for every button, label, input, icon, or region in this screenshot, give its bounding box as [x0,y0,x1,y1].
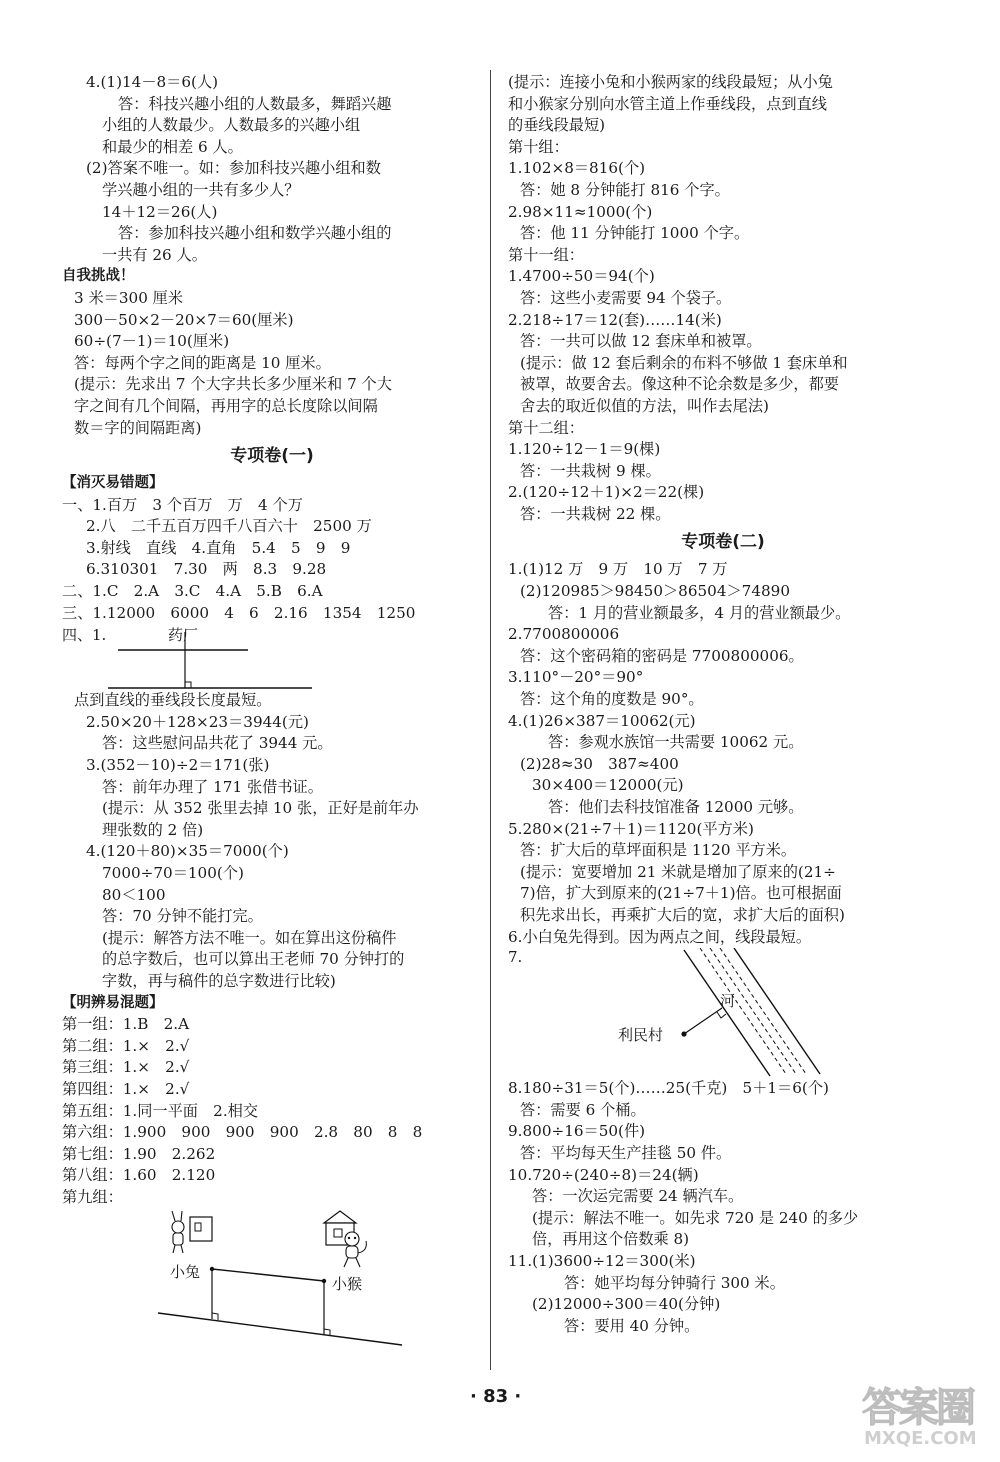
s2-tail-line: 答：平均每天生产挂毯 50 件。 [520,1143,732,1162]
q4-prefix: 四、1. [62,626,107,645]
challenge-line: 字之间有几个间隔，再用字的总长度除以间隔 [74,396,378,415]
s2-line: (提示：宽要增加 21 米就是增加了原来的(21÷ [520,862,836,881]
rabbit-house-icon [172,1211,212,1253]
hint-line: (提示：连接小兔和小猴两家的线段最短；从小兔 [508,73,833,91]
s2-line: 4.(1)26×387＝10062(元) [508,711,696,730]
group11-line: 答：这些小麦需要 94 个袋子。 [520,288,732,307]
challenge-line: 3 米＝300 厘米 [74,288,184,307]
s2-tail-line: 11.(1)3600÷12＝300(米) [508,1251,696,1270]
q4-rest-line: 答：这些慰问品共花了 3944 元。 [102,734,333,753]
column-divider [490,70,491,1370]
s2-tail-line: (提示：解法不唯一。如先求 720 是 240 的多少 [532,1208,859,1227]
river-bank-left [684,950,770,1076]
group11-line: 舍去的取近似值的方法，叫作去尾法) [520,396,769,415]
q4-line: 答：科技兴趣小组的人数最多，舞蹈兴趣 [118,94,392,113]
page-number: · 83 · [470,1386,522,1407]
rabbit-monkey-figure [62,1209,482,1349]
river-dash [720,948,806,1074]
s2-line: 2.7700800006 [508,625,620,644]
hint-line: 的垂线段最短) [508,116,606,135]
group11-line: (提示：做 12 套后剩余的布料不够做 1 套床单和 [520,353,848,372]
s2-tail-line: 答：她平均每分钟骑行 300 米。 [564,1273,785,1292]
group11-line: 第十一组： [508,245,584,264]
challenge-line: 答：每两个字之间的距离是 10 厘米。 [74,353,331,372]
q4-line: 答：参加科技兴趣小组和数学兴趣小组的 [118,224,392,243]
q4-rest-line: 4.(120＋80)×35＝7000(个) [86,842,289,861]
hint-line: 和小猴家分别向水管主道上作垂线段，点到直线 [508,94,827,113]
confuse-heading: 【明辨易混题】 [62,994,164,1011]
group-line: 第五组：1.同一平面 2.相交 [62,1101,259,1120]
s2-tail-line: 8.180÷31＝5(个)……25(千克) 5＋1＝6(个) [508,1079,829,1098]
q4-rest-line: 答：前年办理了 171 张借书证。 [102,777,323,796]
q4-line: 4.(1)14－8＝6(人) [86,73,219,91]
rabbit-label: 小兔 [170,1262,201,1281]
right-angle-mark [185,682,191,688]
pharmacy-label: 药厂 [168,626,199,645]
connecting-segment [212,1269,324,1281]
group-line: 第一组：1.B 2.A [62,1015,190,1034]
challenge-heading: 自我挑战！ [62,268,135,285]
s2-line: 答：1 月的营业额最多，4 月的营业额最少。 [548,603,851,622]
watermark-main: 答案圈 [862,1385,973,1431]
error-line: 2.八 二千五百万四千八百六十 2500 万 [86,517,372,536]
s2-line: 7)倍，扩大到原来的(21÷7＋1)倍。也可根据面 [520,884,842,903]
left-column [62,72,482,1349]
error-line: 二、1.C 2.A 3.C 4.A 5.B 6.A [62,582,323,601]
right-angle-mark [717,1012,726,1018]
group11-line: 2.218÷17＝12(套)……14(米) [508,310,722,329]
s2-line: 积先求出长，再乘扩大后的宽，求扩大后的面积) [520,905,845,924]
s2-line: 3.110°－20°＝90° [508,668,644,687]
group10-line: 2.98×11≈1000(个) [508,202,653,221]
group-line: 第四组：1.× 2.√ [62,1079,190,1098]
q4-line: 一共有 26 人。 [102,245,207,264]
error-heading: 【消灭易错题】 [62,475,164,492]
challenge-line: 300－50×2－20×7＝60(厘米) [74,310,294,329]
monkey-house-icon [324,1211,366,1267]
village-label: 利民村 [618,1026,664,1045]
river-diagram [508,948,938,1078]
s2-line: 答：这个密码箱的密码是 7700800006。 [520,646,804,665]
q4-rest-line: 答：70 分钟不能打完。 [102,907,263,926]
s2-tail-line: 9.800÷16＝50(件) [508,1122,646,1141]
error-line: 一、1.百万 3 个百万 万 4 个万 [62,495,303,514]
group-line: 第二组：1.× 2.√ [62,1036,190,1055]
q4-rest-line: 7000÷70＝100(个) [102,864,244,882]
challenge-line: 数＝字的间隔距离) [74,418,202,437]
q4-rest-line: 理张数的 2 倍) [102,820,204,839]
group10-line: 1.102×8＝816(个) [508,159,646,178]
right-column [508,72,938,1337]
group-line: 第六组：1.900 900 900 900 2.8 80 8 8 [62,1123,423,1142]
error-line: 6.310301 7.30 两 8.3 9.28 [86,560,327,579]
q4-line: 14＋12＝26(人) [102,202,218,221]
challenge-line: (提示：先求出 7 个大字共长多少厘米和 7 个大 [74,375,392,394]
challenge-line: 60÷(7－1)＝10(厘米) [74,332,230,351]
right-angle-mark [212,1313,218,1320]
s2-line: 答：他们去科技馆准备 12000 元够。 [548,798,804,816]
river-dash [710,948,796,1074]
s2-line: 30×400＝12000(元) [532,776,684,795]
river-bank-right [734,948,820,1074]
q4-line: 学兴趣小组的一共有多少人？ [102,180,300,199]
s2-tail-line: 10.720÷(240÷8)＝24(辆) [508,1165,699,1184]
group12-line: 答：一共栽树 22 棵。 [520,504,671,523]
q7-prefix: 7. [508,948,523,967]
perpendicular-diagram [62,624,482,690]
group-line: 第三组：1.× 2.√ [62,1058,190,1077]
group12-line: 答：一共栽树 9 棵。 [520,461,661,480]
group12-line: 第十二组： [508,418,584,437]
village-point [681,1032,686,1037]
s2-tail-line: 答：需要 6 个桶。 [520,1100,646,1119]
village-perpendicular [684,1008,722,1034]
group10-line: 答：她 8 分钟能打 816 个字。 [520,180,730,199]
monkey-label: 小猴 [332,1274,363,1293]
s2-line: 答：扩大后的草坪面积是 1120 平方米。 [520,841,797,860]
q4-rest-line: 3.(352－10)÷2＝171(张) [86,756,270,775]
s2-line: (2)120985＞98450＞86504＞74890 [520,582,790,601]
river-figure [508,948,938,1078]
q4-line: 小组的人数最少。人数最多的兴趣小组 [102,116,361,135]
s2-tail-line: 答：一次运完需要 24 辆汽车。 [532,1187,744,1206]
s2-tail-line: 倍，再用这个倍数乘 8) [532,1230,690,1249]
q4-rest-line: 的总字数后，也可以算出王老师 70 分钟打的 [102,950,405,969]
q4-line: 和最少的相差 6 人。 [102,137,243,156]
group12-line: 1.120÷12－1＝9(棵) [508,440,661,459]
section-title-1: 专项卷(一) [230,446,314,467]
q4-rest-line: 80＜100 [102,885,166,904]
s2-line: 1.(1)12 万 9 万 10 万 7 万 [508,560,728,579]
q4-rest-line: (提示：从 352 张里去掉 10 张，正好是前年办 [102,799,419,818]
group-line: 第九组： [62,1187,123,1206]
river-label: 河 [720,992,736,1011]
s2-line: 5.280×(21÷7＋1)＝1120(平方米) [508,819,754,838]
s2-line: 答：参观水族馆一共需要 10062 元。 [548,733,804,752]
watermark-sub: MXQE.COM [864,1428,977,1449]
error-line: 三、1.12000 6000 4 6 2.16 1354 1250 [62,603,416,622]
s2-line: (2)28≈30 387≈400 [520,754,679,773]
group-line: 第七组：1.90 2.262 [62,1144,216,1163]
q4-rest-line: (提示：解答方法不唯一。如在算出这份稿件 [102,928,397,947]
s2-tail-line: (2)12000÷300＝40(分钟) [532,1295,721,1314]
s2-tail-line: 答：要用 40 分钟。 [564,1316,700,1335]
group11-line: 被罩，故要舍去。像这种不论余数是多少，都要 [520,375,839,394]
water-pipe-line [158,1313,402,1345]
group-line: 第八组：1.60 2.120 [62,1166,216,1185]
error-line: 3.射线 直线 4.直角 5.4 5 9 9 [86,538,351,557]
s2-line: 答：这个角的度数是 90°。 [520,690,704,709]
group10-line: 答：他 11 分钟能打 1000 个字。 [520,224,750,243]
group11-line: 1.4700÷50＝94(个) [508,267,655,286]
watermark-logo [862,1376,986,1456]
section-title-2: 专项卷(二) [681,532,765,553]
rabbit-monkey-diagram [62,1209,482,1349]
group12-line: 2.(120÷12＋1)×2＝22(棵) [508,483,705,502]
group11-line: 答：一共可以做 12 套床单和被罩。 [520,332,762,351]
fig1-caption: 点到直线的垂线段长度最短。 [74,691,272,710]
group10-line: 第十组： [508,137,569,156]
q4-rest-line: 2.50×20＋128×23＝3944(元) [86,712,309,731]
pharmacy-figure [62,624,482,690]
q4-line: (2)答案不唯一。如：参加科技兴趣小组和数 [86,159,381,178]
q4-rest-line: 字数，再与稿件的总字数进行比较) [102,971,336,990]
s2-line: 6.小白兔先得到。因为两点之间，线段最短。 [508,927,812,946]
river-dash [700,948,786,1074]
